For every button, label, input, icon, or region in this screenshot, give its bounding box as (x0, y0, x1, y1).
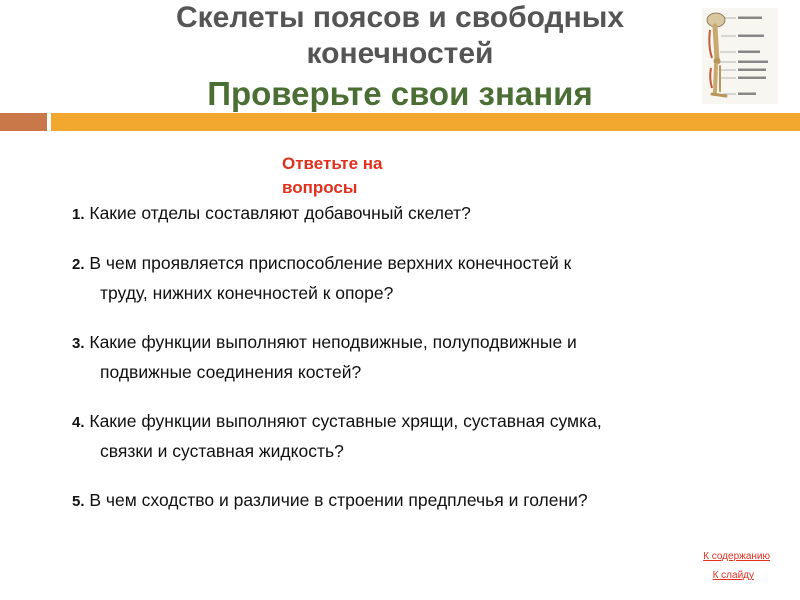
question-text: В чем проявляется приспособление верхних конечностей к (84, 253, 572, 273)
question-number: 4. (72, 414, 85, 431)
divider-bar-right (51, 113, 800, 131)
question-text-continuation: подвижные соединения костей? (100, 362, 362, 382)
question-number: 3. (72, 335, 85, 352)
question-text: Какие отделы составляют добавочный скелет? (84, 203, 471, 223)
divider-bar-left (0, 113, 47, 131)
question-item (72, 328, 772, 387)
title-line-2: конечностей (306, 37, 494, 70)
title-line-1: Скелеты поясов и свободных (175, 1, 625, 34)
question-text: В чем сходство и различие в строении предплечья и голени? (84, 490, 588, 510)
question-number: 2. (72, 256, 85, 273)
question-item (72, 486, 772, 516)
answer-prompt-heading: Ответьте на вопросы (282, 154, 383, 197)
slide-title (100, 0, 700, 72)
question-text: Какие функции выполняют неподвижные, полуподвижные и (84, 332, 577, 352)
questions-list (72, 199, 772, 536)
question-text-continuation: связки и суставная жидкость? (100, 441, 344, 461)
to-contents-link[interactable]: К содержанию (703, 551, 770, 562)
to-slide-link[interactable]: К слайду (712, 570, 754, 581)
question-number: 5. (72, 493, 85, 510)
slide-subtitle: Проверьте свои знания (207, 75, 593, 112)
question-item (72, 199, 772, 229)
question-text-continuation: труду, нижних конечностей к опоре? (100, 283, 394, 303)
skeleton-leg-diagram-icon (702, 8, 778, 104)
question-text: Какие функции выполняют суставные хрящи, суставная сумка, (84, 411, 602, 431)
question-number: 1. (72, 206, 85, 223)
question-item (72, 407, 772, 466)
question-item (72, 249, 772, 308)
skeleton-diagram-image (702, 8, 778, 104)
